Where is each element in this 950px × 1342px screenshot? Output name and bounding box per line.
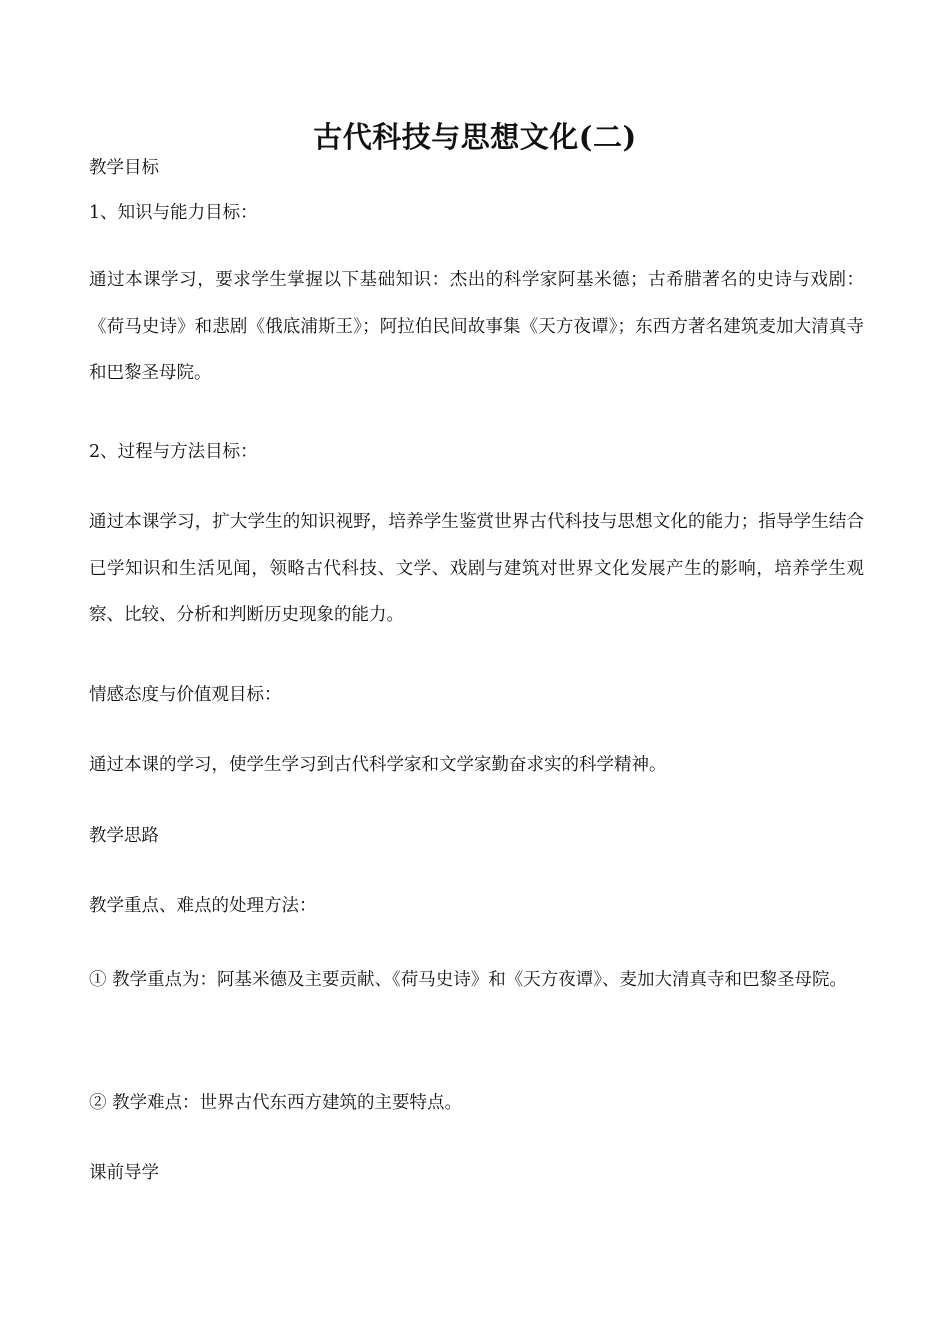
key-points-heading: 教学重点、难点的处理方法： bbox=[89, 896, 317, 916]
knowledge-goals-text: 通过本课学习，要求学生掌握以下基础知识：杰出的科学家阿基米德；古希腊著名的史诗与戏剧：《荷马史诗》和悲剧《俄底浦斯王》；阿拉伯民间故事集《天方夜谭》；东西方著名建筑麦加大清真寺和巴黎圣母院。 bbox=[89, 270, 864, 383]
key-point-1: ① 教学重点为：阿基米德及主要贡献、《荷马史诗》和《天方夜谭》、麦加大清真寺和巴黎圣母院。 bbox=[89, 970, 848, 990]
emotion-goals-text: 通过本课的学习，使学生学习到古代科学家和文学家勤奋求实的科学精神。 bbox=[89, 755, 667, 775]
teaching-ideas-heading: 教学思路 bbox=[89, 826, 159, 846]
preview-heading: 课前导学 bbox=[89, 1163, 159, 1183]
knowledge-goals-heading: 1、知识与能力目标： bbox=[89, 203, 258, 223]
process-goals-heading: 2、过程与方法目标： bbox=[89, 442, 258, 462]
process-goals-text: 通过本课学习，扩大学生的知识视野，培养学生鉴赏世界古代科技与思想文化的能力；指导学生结合已学知识和生活见闻，领略古代科技、文学、戏剧与建筑对世界文化发展产生的影响，培养学生观察、比较、分析和判断历史现象的能力。 bbox=[89, 512, 864, 625]
key-point-2: ② 教学难点：世界古代东西方建筑的主要特点。 bbox=[89, 1093, 463, 1113]
emotion-goals-heading: 情感态度与价值观目标： bbox=[89, 685, 282, 705]
document-title: 古代科技与思想文化(二) bbox=[313, 120, 637, 154]
teaching-goals-heading: 教学目标 bbox=[89, 158, 159, 178]
